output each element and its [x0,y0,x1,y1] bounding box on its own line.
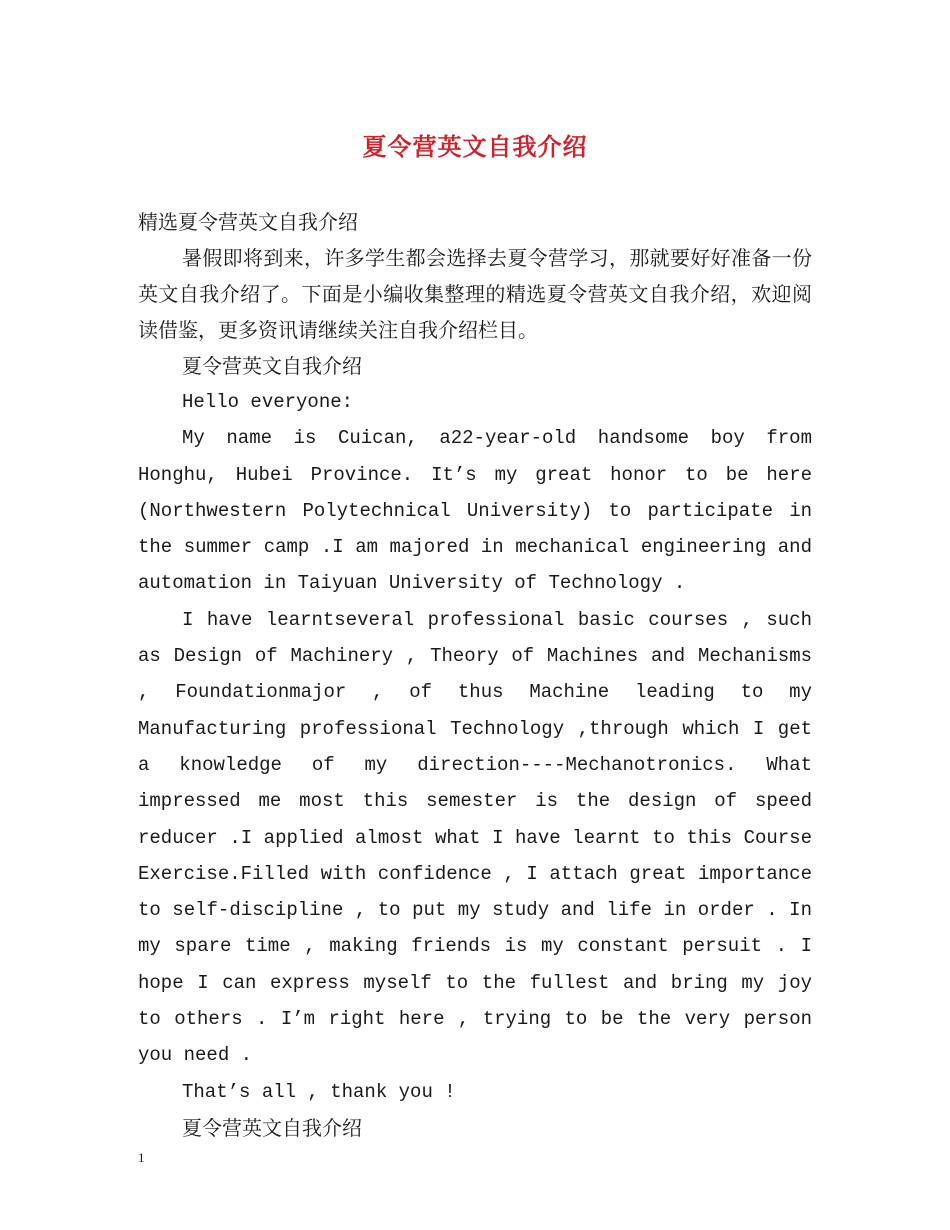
subtitle-paragraph: 精选夏令营英文自我介绍 [138,210,358,234]
self-intro-paragraph: My name is Cuican, a22-year-old handsome boy from Honghu, Hubei Province. It’s my great honor to be here (Northwestern Polytechnical University) to participate in the summer camp .I am majored in mechanical engineering and automation in Taiyuan University of Technology . [138,427,812,595]
document-body [138,204,812,1146]
section-heading: 夏令营英文自我介绍 [182,354,362,378]
courses-paragraph: I have learntseveral professional basic courses , such as Design of Machinery , Theory of Machines and Mechanisms , Foundationmajor , of thus Machine leading to my Manufacturing professional Technology ,through which I get a knowledge of my direction----Mechanotronics. What impressed me most this semester is the design of speed reducer .I applied almost what I have learnt to this Course Exercise.Filled with confidence , I attach great importance to self-discipline , to put my study and life in order . In my spare time , making friends is my constant persuit . I hope I can express myself to the fullest and bring my joy to others . I’m right here , trying to be the very person you need . [138,608,812,1067]
greeting-paragraph: Hello everyone: [182,391,354,413]
document-title: 夏令营英文自我介绍 [362,132,588,161]
intro-paragraph: 暑假即将到来，许多学生都会选择去夏令营学习，那就要好好准备一份英文自我介绍了。下面是小编收集整理的精选夏令营英文自我介绍，欢迎阅读借鉴，更多资讯请继续关注自我介绍栏目。 [138,246,812,342]
closing-paragraph: That’s all , thank you ! [182,1080,456,1103]
section-heading-2: 夏令营英文自我介绍 [182,1115,362,1140]
page-number: 1 [138,1150,145,1165]
